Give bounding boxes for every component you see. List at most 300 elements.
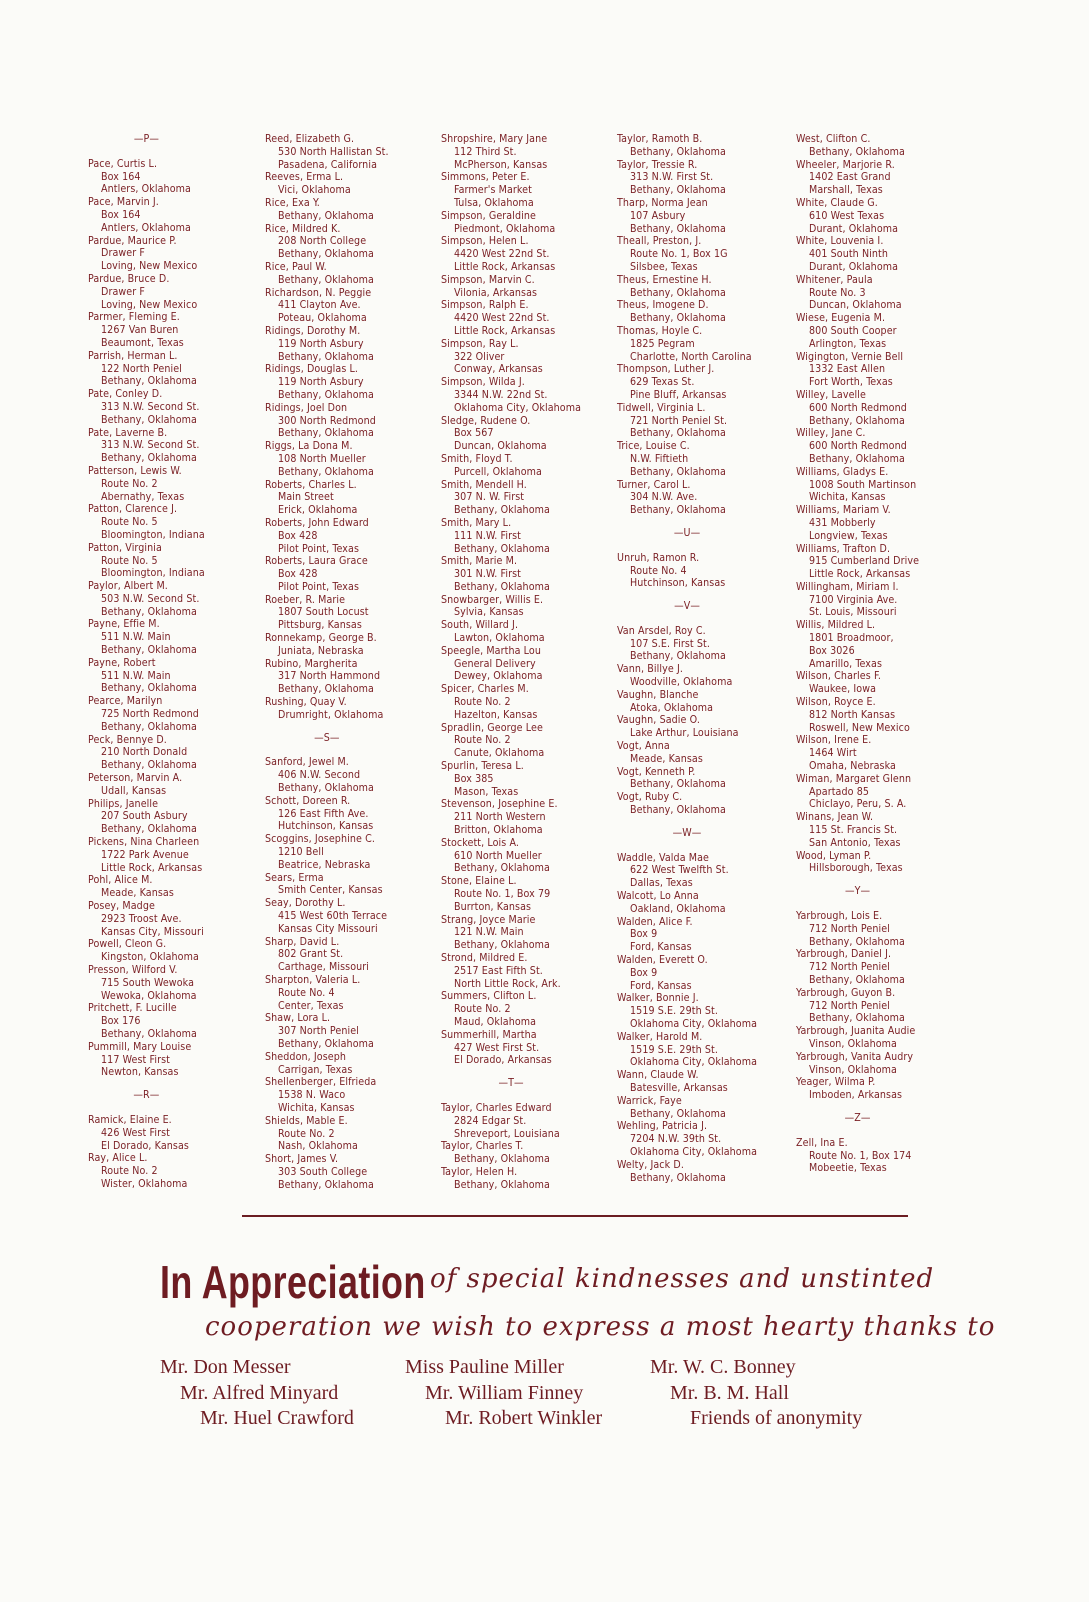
entry-address-line: Kansas City Missouri — [278, 922, 378, 935]
entry-name: Simpson, Marvin C. — [441, 273, 535, 286]
entry-name: Paylor, Albert M. — [88, 580, 168, 593]
entry-address-line: Charlotte, North Carolina — [630, 350, 752, 363]
entry-name: Spurlin, Teresa L. — [441, 760, 524, 773]
directory-entry — [617, 1031, 757, 1069]
entry-address-line: 313 N.W. Second St. — [101, 439, 200, 452]
directory-entry — [88, 427, 205, 465]
entry-name: Wehling, Patricia J. — [617, 1120, 708, 1133]
entry-name: Payne, Effie M. — [88, 618, 160, 631]
entry-address-line: 2923 Troost Ave. — [101, 912, 182, 925]
thanks-name: Mr. Huel Crawford — [200, 1407, 354, 1429]
entry-address-line: Main Street — [278, 491, 334, 504]
entry-address-line: 313 N.W. First St. — [630, 171, 714, 184]
entry-name: Yarbrough, Vanita Audry — [796, 1050, 914, 1063]
entry-address-line: Antlers, Oklahoma — [101, 221, 191, 234]
entry-address-line: 800 South Cooper — [809, 324, 897, 337]
entry-name: Theus, Ernestine H. — [617, 273, 712, 286]
entry-name: White, Louvenia I. — [796, 235, 884, 248]
entry-name: Thompson, Luther J. — [617, 363, 715, 376]
entry-name: Simpson, Ray L. — [441, 337, 519, 350]
entry-address-line: Pine Bluff, Arkansas — [630, 388, 727, 401]
entry-address-line: Bethany, Oklahoma — [101, 1027, 197, 1040]
entry-address-line: Bethany, Oklahoma — [454, 504, 550, 517]
entry-name: Wheeler, Marjorie R. — [796, 158, 895, 171]
directory-entry — [617, 133, 757, 159]
directory-entry — [796, 274, 919, 312]
directory-entry — [617, 1069, 757, 1095]
entry-address-line: 511 N.W. Main — [101, 631, 171, 644]
directory-entry — [88, 657, 205, 695]
entry-name: Powell, Cleon G. — [88, 938, 167, 951]
entry-address-line: 530 North Hallistan St. — [278, 145, 389, 158]
entry-address-line: Box 9 — [630, 966, 658, 979]
entry-address-line: 121 N.W. Main — [454, 926, 524, 939]
entry-name: Shellenberger, Elfrieda — [265, 1076, 377, 1089]
entry-name: Snowbarger, Willis E. — [441, 593, 544, 606]
entry-address-line: 622 West Twelfth St. — [630, 864, 729, 877]
entry-address-line: 303 South College — [278, 1165, 368, 1178]
entry-address-line: Kansas City, Missouri — [101, 925, 204, 938]
directory-entry — [88, 772, 205, 798]
entry-name: Peck, Bennye D. — [88, 733, 167, 746]
directory-entry — [796, 351, 919, 389]
directory-entry — [265, 363, 389, 401]
entry-address-line: 304 N.W. Ave. — [630, 491, 698, 504]
entry-address-line: 126 East Fifth Ave. — [278, 807, 369, 820]
entry-address-line: Route No. 5 — [101, 516, 158, 529]
entry-address-line: Oklahoma City, Oklahoma — [630, 1018, 758, 1030]
appreciation-line-1: of special kindnesses and unstinted — [430, 1264, 935, 1294]
entry-name: Pummill, Mary Louise — [88, 1040, 192, 1053]
entry-address-line: Bethany, Oklahoma — [278, 465, 374, 478]
directory-entry — [796, 197, 919, 235]
directory-entry — [796, 1025, 919, 1051]
directory-entry — [265, 833, 389, 871]
entry-address-line: Box 176 — [101, 1015, 141, 1028]
entry-name: Whitener, Paula — [796, 273, 873, 286]
entry-address-line: 1801 Broadmoor, — [809, 632, 894, 645]
entry-address-line: Center, Texas — [278, 999, 344, 1012]
directory-entry — [88, 1002, 205, 1040]
entry-address-line: Bloomington, Indiana — [101, 528, 205, 541]
entry-name: Rice, Paul W. — [265, 260, 327, 273]
entry-name: Ridings, Dorothy M. — [265, 324, 361, 337]
directory-entry — [88, 542, 205, 580]
entry-address-line: Wewoka, Oklahoma — [101, 989, 197, 1002]
entry-address-line: 600 North Redmond — [809, 440, 907, 453]
entry-address-line: 117 West First — [101, 1053, 170, 1066]
directory-entry — [88, 618, 205, 656]
entry-address-line: Route No. 2 — [454, 696, 511, 709]
entry-address-line: N.W. Fiftieth — [630, 452, 689, 465]
entry-address-line: Pilot Point, Texas — [278, 542, 360, 555]
entry-name: South, Willard J. — [441, 619, 519, 632]
directory-entry — [265, 325, 389, 363]
entry-address-line: Bethany, Oklahoma — [101, 605, 197, 618]
entry-address-line: Wichita, Kansas — [809, 491, 886, 504]
entry-address-line: Tulsa, Oklahoma — [454, 196, 534, 209]
directory-entry — [796, 504, 919, 542]
entry-address-line: Bethany, Oklahoma — [278, 248, 374, 261]
entry-name: Stone, Elaine L. — [441, 875, 517, 888]
entry-address-line: Duncan, Oklahoma — [454, 440, 547, 453]
directory-entry — [265, 479, 389, 517]
entry-name: Wigington, Vernie Bell — [796, 350, 904, 363]
directory-entry — [796, 948, 919, 986]
entry-address-line: Bethany, Oklahoma — [454, 939, 550, 952]
entry-address-line: Bethany, Oklahoma — [630, 184, 726, 197]
appreciation-title: In Appreciation — [160, 1256, 426, 1308]
entry-address-line: McPherson, Kansas — [454, 158, 548, 171]
directory-entry — [88, 580, 205, 618]
directory-entry — [796, 133, 919, 159]
directory-entry — [265, 632, 389, 658]
directory-entry — [617, 325, 757, 363]
entry-address-line: Route No. 2 — [101, 1165, 158, 1178]
section-letter: —R— — [133, 1089, 160, 1102]
entry-address-line: Hazelton, Kansas — [454, 708, 538, 721]
directory-entry — [441, 1102, 581, 1140]
entry-address-line: Route No. 5 — [101, 554, 158, 567]
entry-address-line: Kingston, Oklahoma — [101, 951, 199, 964]
entry-address-line: Bethany, Oklahoma — [278, 1178, 374, 1191]
entry-address-line: Dewey, Oklahoma — [454, 670, 543, 683]
entry-address-line: Durant, Oklahoma — [809, 222, 899, 235]
entry-name: Summers, Clifton L. — [441, 990, 537, 1003]
entry-address-line: Box 164 — [101, 170, 141, 183]
directory-entry — [441, 415, 581, 453]
entry-address-line: Bethany, Oklahoma — [101, 413, 197, 426]
entry-name: Reed, Elizabeth G. — [265, 133, 355, 145]
directory-entry — [441, 798, 581, 836]
directory-entry — [441, 555, 581, 593]
entry-name: Pritchett, F. Lucille — [88, 1002, 177, 1015]
section-letter: —S— — [314, 731, 340, 744]
directory-entry — [617, 274, 757, 300]
entry-address-line: 1519 S.E. 29th St. — [630, 1043, 718, 1056]
entry-name: Posey, Madge — [88, 900, 155, 913]
entry-address-line: Drawer F — [101, 285, 145, 298]
entry-name: Taylor, Tressie R. — [617, 158, 698, 171]
entry-address-line: Dallas, Texas — [630, 877, 693, 890]
entry-address-line: Oklahoma City, Oklahoma — [630, 1145, 758, 1158]
directory-entry — [617, 890, 757, 916]
entry-name: Williams, Trafton D. — [796, 542, 891, 555]
directory-entry — [617, 852, 757, 890]
entry-address-line: Little Rock, Arkansas — [101, 861, 203, 874]
entry-address-line: Route No. 1, Box 174 — [809, 1149, 912, 1162]
directory-entry — [617, 363, 757, 401]
directory-entry — [265, 133, 389, 171]
entry-name: Winans, Jean W. — [796, 811, 874, 824]
directory-entry — [617, 766, 757, 792]
entry-address-line: Amarillo, Texas — [809, 657, 883, 670]
entry-address-line: Nash, Oklahoma — [278, 1140, 358, 1153]
entry-address-line: Silsbee, Texas — [630, 260, 698, 273]
entry-name: Sanford, Jewel M. — [265, 756, 349, 769]
entry-name: Unruh, Ramon R. — [617, 551, 700, 564]
directory-entry — [796, 1137, 919, 1175]
entry-address-line: Bethany, Oklahoma — [454, 542, 550, 555]
entry-address-line: Bethany, Oklahoma — [278, 427, 374, 440]
entry-name: Peterson, Marvin A. — [88, 772, 183, 785]
directory-entry — [441, 875, 581, 913]
entry-name: Willingham, Miriam I. — [796, 580, 899, 593]
entry-name: Stevenson, Josephine E. — [441, 798, 558, 811]
directory-entry — [265, 223, 389, 261]
entry-address-line: Antlers, Oklahoma — [101, 183, 191, 196]
directory-entry — [88, 503, 205, 541]
entry-address-line: Britton, Oklahoma — [454, 824, 543, 837]
entry-address-line: 122 North Peniel — [101, 362, 182, 375]
directory-entry — [88, 350, 205, 388]
entry-address-line: El Dorado, Kansas — [101, 1139, 189, 1152]
directory-entry — [617, 663, 757, 689]
directory-entry — [265, 696, 389, 722]
directory-entry — [265, 897, 389, 935]
entry-name: Taylor, Charles T. — [441, 1140, 524, 1153]
directory-entry — [441, 479, 581, 517]
entry-address-line: 119 North Asbury — [278, 337, 364, 350]
entry-address-line: Bethany, Oklahoma — [809, 1012, 905, 1025]
entry-address-line: 721 North Peniel St. — [630, 414, 728, 427]
directory-entry — [265, 872, 389, 898]
entry-name: Willey, Lavelle — [796, 388, 867, 401]
entry-address-line: Shreveport, Louisiana — [454, 1127, 560, 1140]
directory-entry — [441, 171, 581, 209]
entry-address-line: Box 428 — [278, 529, 318, 542]
entry-address-line: Bethany, Oklahoma — [101, 823, 197, 836]
entry-name: Shropshire, Mary Jane — [441, 133, 548, 145]
directory-column — [88, 133, 205, 1191]
entry-name: Smith, Mary L. — [441, 516, 512, 529]
directory-entry — [617, 235, 757, 273]
entry-name: Roberts, John Edward — [265, 516, 369, 529]
entry-address-line: Oklahoma City, Oklahoma — [630, 1056, 758, 1069]
section-letter: —V— — [674, 600, 700, 613]
entry-address-line: Bethany, Oklahoma — [630, 778, 726, 791]
entry-address-line: Lawton, Oklahoma — [454, 632, 545, 645]
entry-address-line: Smith Center, Kansas — [278, 884, 383, 897]
entry-address-line: St. Louis, Missouri — [809, 606, 897, 619]
directory-entry — [796, 581, 919, 619]
entry-address-line: 7100 Virginia Ave. — [809, 593, 898, 606]
directory-entry — [88, 388, 205, 426]
entry-name: Thomas, Hoyle C. — [617, 324, 703, 337]
entry-address-line: Imboden, Arkansas — [809, 1089, 903, 1102]
directory-entry — [617, 1120, 757, 1158]
entry-address-line: Drumright, Oklahoma — [278, 708, 384, 721]
thanks-name: Miss Pauline Miller — [405, 1356, 564, 1378]
entry-name: Presson, Wilford V. — [88, 964, 178, 976]
entry-name: Vaughn, Sadie O. — [617, 714, 700, 727]
entry-address-line: 207 South Asbury — [101, 810, 188, 823]
directory-entry — [617, 954, 757, 992]
directory-entry — [441, 645, 581, 683]
directory-entry — [617, 402, 757, 440]
directory-entry — [265, 1051, 389, 1077]
directory-entry — [617, 1095, 757, 1121]
entry-address-line: Poteau, Oklahoma — [278, 312, 367, 325]
entry-name: Scoggins, Josephine C. — [265, 833, 375, 846]
entry-address-line: 1332 East Allen — [809, 363, 886, 376]
entry-name: Vogt, Kenneth P. — [617, 765, 696, 778]
directory-entry — [88, 311, 205, 349]
entry-address-line: 7204 N.W. 39th St. — [630, 1133, 722, 1146]
thanks-name: Mr. Alfred Minyard — [180, 1382, 339, 1404]
directory-entry — [88, 900, 205, 938]
entry-name: Theus, Imogene D. — [617, 299, 709, 312]
entry-name: Vann, Billye J. — [617, 663, 684, 676]
entry-address-line: Bethany, Oklahoma — [630, 145, 726, 158]
entry-name: Taylor, Ramoth B. — [617, 133, 703, 145]
entry-name: Strang, Joyce Marie — [441, 913, 536, 926]
entry-name: Rubino, Margherita — [265, 657, 358, 670]
directory-entry — [441, 235, 581, 273]
directory-entry — [88, 938, 205, 964]
entry-address-line: Route No. 1, Box 1G — [630, 248, 728, 261]
entry-address-line: Bethany, Oklahoma — [630, 222, 726, 235]
directory-entry — [796, 312, 919, 350]
entry-address-line: 1008 South Martinson — [809, 478, 917, 491]
entry-address-line: Bethany, Oklahoma — [101, 759, 197, 772]
entry-name: Trice, Louise C. — [617, 440, 690, 453]
entry-address-line: Route No. 3 — [809, 286, 866, 299]
entry-address-line: 301 N.W. First — [454, 568, 522, 581]
section-letter: —Y— — [844, 885, 871, 898]
entry-address-line: Bethany, Oklahoma — [809, 145, 905, 158]
entry-address-line: Bethany, Oklahoma — [630, 650, 726, 663]
directory-entry — [617, 552, 757, 590]
directory-entry — [441, 338, 581, 376]
entry-address-line: Duncan, Oklahoma — [809, 299, 902, 312]
entry-address-line: Oakland, Oklahoma — [630, 902, 726, 915]
entry-address-line: Bethany, Oklahoma — [809, 974, 905, 986]
entry-address-line: 426 West First — [101, 1126, 170, 1139]
entry-address-line: Little Rock, Arkansas — [809, 568, 911, 581]
directory-entry — [441, 990, 581, 1028]
entry-address-line: 1519 S.E. 29th St. — [630, 1005, 718, 1018]
entry-name: Walcott, Lo Anna — [617, 890, 699, 903]
entry-address-line: Little Rock, Arkansas — [454, 324, 556, 337]
entry-address-line: 600 North Redmond — [809, 401, 907, 414]
appreciation-line-2: cooperation we wish to express a most hearty thanks to — [205, 1312, 996, 1342]
entry-address-line: Erick, Oklahoma — [278, 504, 358, 517]
directory-entry — [265, 1153, 389, 1191]
entry-address-line: Bethany, Oklahoma — [278, 350, 374, 363]
entry-address-line: 610 North Mueller — [454, 849, 542, 862]
entry-address-line: 313 N.W. Second St. — [101, 400, 200, 413]
directory-entry — [617, 740, 757, 766]
entry-address-line: Purcell, Oklahoma — [454, 465, 542, 478]
directory-entry — [88, 465, 205, 503]
directory-entry — [441, 133, 581, 171]
entry-address-line: North Little Rock, Ark. — [454, 977, 561, 990]
entry-name: Wilson, Royce E. — [796, 696, 876, 709]
entry-address-line: 503 N.W. Second St. — [101, 592, 200, 605]
entry-name: Walden, Everett O. — [617, 954, 708, 967]
entry-address-line: Udall, Kansas — [101, 784, 167, 797]
entry-address-line: 712 North Peniel — [809, 999, 890, 1012]
entry-name: Zell, Ina E. — [796, 1136, 848, 1149]
entry-address-line: 406 N.W. Second — [278, 769, 361, 782]
directory-entry — [88, 695, 205, 733]
entry-address-line: 1538 N. Waco — [278, 1089, 346, 1102]
entry-address-line: Vilonia, Arkansas — [454, 286, 538, 299]
directory-entry — [265, 1076, 389, 1114]
entry-address-line: Vici, Oklahoma — [278, 184, 351, 197]
entry-name: Wood, Lyman P. — [796, 849, 872, 862]
directory-entry — [265, 1115, 389, 1153]
directory-entry — [796, 1076, 919, 1102]
entry-address-line: Durant, Oklahoma — [809, 260, 899, 273]
entry-address-line: Bethany, Oklahoma — [809, 414, 905, 427]
entry-address-line: 712 North Peniel — [809, 922, 890, 935]
directory-entry — [441, 683, 581, 721]
directory-entry — [265, 555, 389, 593]
entry-address-line: Bethany, Oklahoma — [809, 935, 905, 948]
entry-name: Philips, Janelle — [88, 797, 159, 810]
entry-address-line: Bethany, Oklahoma — [278, 683, 374, 696]
entry-address-line: Route No. 2 — [278, 1127, 335, 1140]
directory-entry — [441, 299, 581, 337]
entry-name: Parrish, Herman L. — [88, 349, 178, 362]
entry-name: Pace, Marvin J. — [88, 196, 159, 209]
entry-name: Smith, Mendell H. — [441, 478, 527, 491]
directory-entry — [796, 159, 919, 197]
directory-entry — [617, 689, 757, 715]
entry-address-line: 610 West Texas — [809, 209, 885, 222]
directory-entry — [88, 235, 205, 273]
entry-name: Wilson, Charles F. — [796, 670, 881, 683]
directory-entry — [265, 197, 389, 223]
entry-name: Roberts, Laura Grace — [265, 555, 368, 568]
entry-address-line: El Dorado, Arkansas — [454, 1054, 552, 1067]
entry-address-line: Meade, Kansas — [630, 752, 703, 765]
entry-address-line: General Delivery — [454, 657, 536, 670]
entry-name: Waddle, Valda Mae — [617, 851, 709, 864]
entry-name: Yarbrough, Lois E. — [796, 910, 883, 923]
thanks-name: Friends of anonymity — [690, 1407, 863, 1429]
entry-address-line: Vinson, Oklahoma — [809, 1063, 897, 1076]
directory-entry — [88, 1041, 205, 1079]
entry-name: Spicer, Charles M. — [441, 683, 529, 696]
entry-address-line: Box 3026 — [809, 644, 855, 657]
directory-entry — [617, 916, 757, 954]
directory-entry — [441, 517, 581, 555]
entry-address-line: Longview, Texas — [809, 529, 888, 542]
entry-address-line: Batesville, Arkansas — [630, 1081, 728, 1094]
entry-address-line: 427 West First St. — [454, 1041, 540, 1054]
directory-entry — [796, 696, 919, 734]
entry-address-line: Conway, Arkansas — [454, 363, 543, 376]
directory-entry — [796, 773, 919, 811]
entry-name: Willis, Mildred L. — [796, 619, 876, 632]
directory-entry — [441, 837, 581, 875]
entry-address-line: Apartado 85 — [809, 785, 870, 798]
entry-address-line: Sylvia, Kansas — [454, 606, 524, 619]
entry-name: Pohl, Alice M. — [88, 874, 153, 887]
entry-address-line: Piedmont, Oklahoma — [454, 222, 556, 235]
entry-address-line: 915 Cumberland Drive — [809, 555, 920, 568]
entry-address-line: Bethany, Oklahoma — [630, 1107, 726, 1120]
entry-name: Yeager, Wilma P. — [796, 1076, 876, 1089]
entry-address-line: Abernathy, Texas — [101, 490, 185, 503]
directory-entry — [441, 1140, 581, 1166]
entry-address-line: Drawer F — [101, 247, 145, 260]
entry-address-line: Meade, Kansas — [101, 887, 174, 900]
entry-address-line: Bloomington, Indiana — [101, 567, 205, 580]
